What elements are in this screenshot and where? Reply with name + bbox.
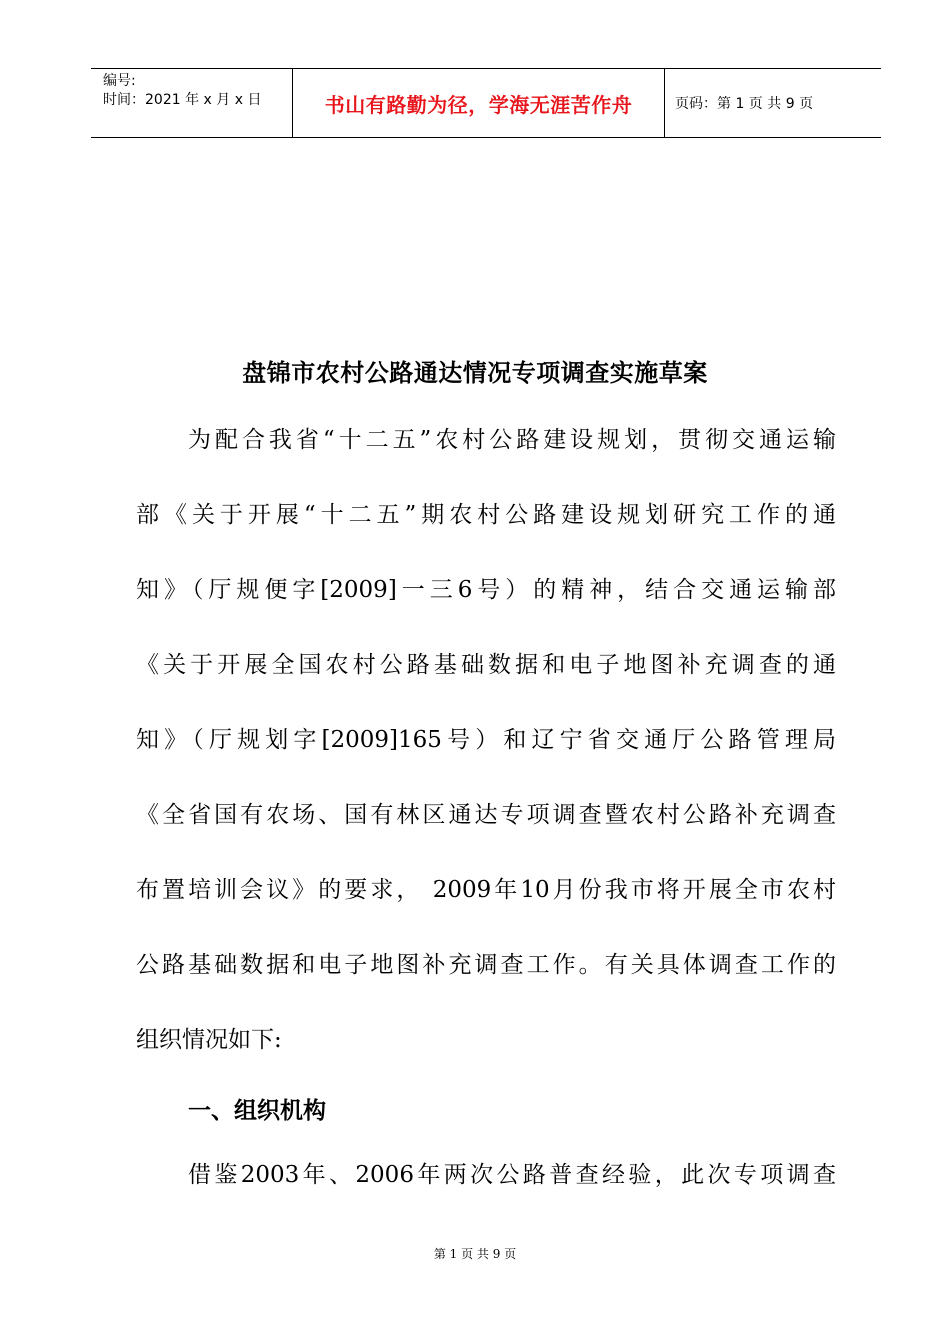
section-heading: 一、组织机构 (188, 1098, 326, 1124)
footer-page-number: 第 1 页 共 9 页 (433, 1247, 517, 1261)
header-page-code: 页码：第 1 页 共 9 页 (675, 96, 814, 112)
paragraph-line: 借鉴2003年、2006年两次公路普查经验，此次专项调查 (188, 1162, 836, 1188)
motto-text: 书山有路勤为径，学海无涯苦作舟 (324, 92, 633, 117)
page-header (91, 68, 881, 138)
paragraph-line: 公路基础数据和电子地图补充调查工作。有关具体调查工作的 (136, 952, 836, 978)
paragraph-line: 组织情况如下: (136, 1027, 282, 1053)
paragraph-line: 布置培训会议》的要求， 2009年10月份我市将开展全市农村 (136, 877, 836, 903)
paragraph-line: 部《关于开展“十二五”期农村公路建设规划研究工作的通 (136, 502, 836, 528)
paragraph-line: 知》（厅规便字[2009]一三6号）的精神，结合交通运输部 (136, 577, 836, 603)
date-label: 时间：2021 年 x 月 x 日 (103, 92, 262, 108)
paragraph-line: 知》（厅规划字[2009]165号）和辽宁省交通厅公路管理局 (136, 727, 836, 753)
document-title: 盘锦市农村公路通达情况专项调查实施草案 (242, 359, 708, 387)
header-motto-cell (293, 69, 665, 137)
serial-number-label: 编号: (103, 73, 136, 89)
header-meta-cell (91, 69, 293, 137)
paragraph-line: 《全省国有农场、国有林区通达专项调查暨农村公路补充调查 (136, 802, 836, 828)
paragraph-line: 《关于开展全国农村公路基础数据和电子地图补充调查的通 (136, 652, 836, 678)
paragraph-line: 为配合我省“十二五”农村公路建设规划，贯彻交通运输 (188, 427, 836, 453)
header-page-cell (665, 69, 881, 137)
